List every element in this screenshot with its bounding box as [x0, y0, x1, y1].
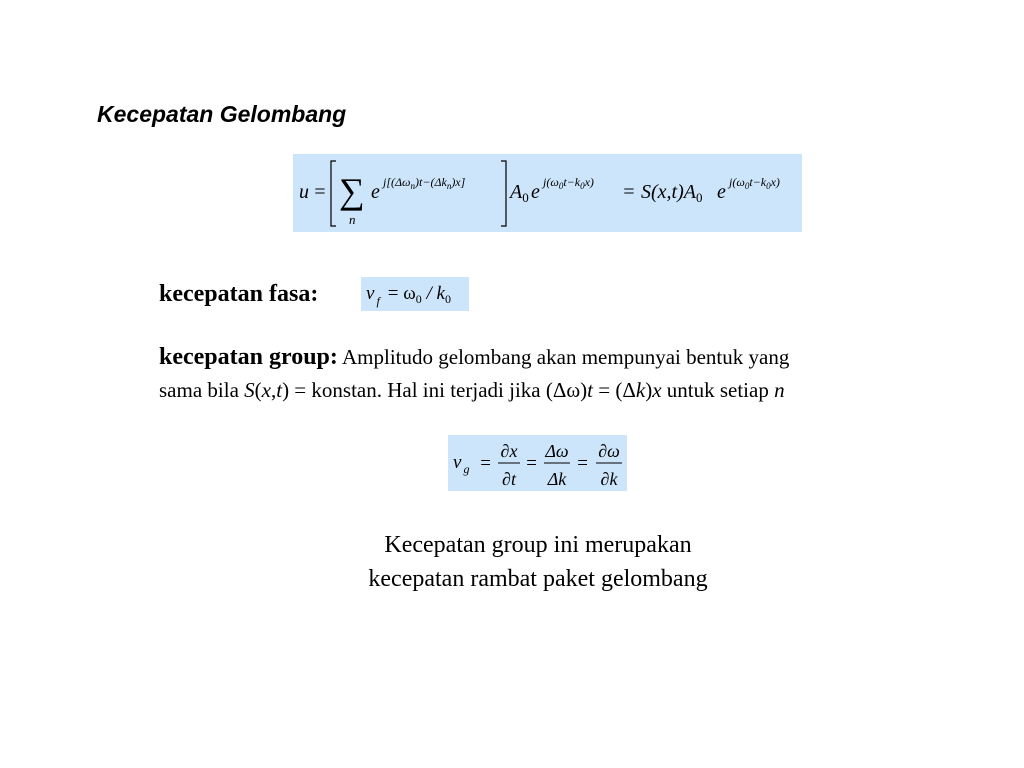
svg-text:S(x,t)A0	[641, 181, 702, 205]
group-velocity-label: kecepatan group:	[159, 344, 338, 370]
amp-A: A	[510, 181, 523, 203]
exp1-part-b: )t−(Δk	[415, 175, 447, 189]
svg-text:A0	[508, 181, 529, 205]
frac3-num: ∂ω	[598, 441, 620, 461]
phase-rhs-a: = ω	[387, 283, 416, 304]
group-eq-3: =	[576, 453, 589, 474]
svg-text:vf= ω0 / k0: v $_f = \omega_0 / k_0$	[366, 283, 451, 308]
svg-text:j(ω0t−k0x): $j(\omega_0t-k_0x)$	[543, 175, 594, 191]
phase-v: v	[366, 283, 375, 304]
group-velocity-paragraph: kecepatan group: Amplitudo gelombang akan mempunyai bentuk yang sama bila S(x,t) = konstan. Hal ini terjadi jika (Δω)t = (Δk)x untuk setiap n	[159, 344, 790, 402]
frac1-num: ∂x	[500, 441, 518, 461]
frac1-den: ∂t	[502, 469, 516, 489]
exp1-part-c: )x]	[451, 175, 466, 189]
left-bracket	[331, 161, 336, 226]
sum-index: n	[349, 212, 356, 227]
phase-v-sub: f	[376, 294, 380, 308]
right-bracket	[501, 161, 506, 226]
amp-A-sub: 0	[522, 190, 529, 205]
phase-velocity-equation	[361, 277, 469, 311]
eq-equals-2: =	[622, 181, 636, 203]
exp1-sub-n2: n	[446, 181, 452, 191]
envelope-S: S(x,t)A	[641, 181, 696, 203]
group-v: v	[453, 452, 462, 473]
frac3-den: ∂k	[600, 469, 618, 489]
exp-base-2: e	[531, 181, 540, 203]
group-velocity-box	[448, 435, 627, 491]
svg-text:j(ω0t−k0x): $j(\omega_0t-k_0x)$	[729, 175, 780, 191]
sum-sign: ∑	[339, 171, 365, 211]
exp1-sub-n1: n	[410, 181, 416, 191]
wave-equation	[293, 154, 802, 232]
phase-velocity-label: kecepatan fasa:	[159, 281, 319, 307]
frac2-num: Δω	[545, 441, 569, 461]
phase-velocity-box	[361, 277, 469, 311]
frac2-den: Δk	[547, 469, 567, 489]
svg-text:j[(Δωn)t−(Δkn)x]	[381, 175, 466, 191]
slide-title: Kecepatan Gelombang	[97, 101, 347, 127]
exp-base-1: e	[371, 181, 380, 203]
exp1-part-a: j[(Δω	[383, 175, 411, 189]
svg-text:vg	[453, 452, 469, 476]
group-eq-1: =	[479, 453, 492, 474]
group-eq-2: =	[525, 453, 538, 474]
exp-base-3: e	[717, 181, 726, 203]
exp3-part-a: j(ω	[729, 175, 745, 189]
eq-u: u	[299, 181, 309, 203]
eq-equals-1: =	[313, 181, 327, 203]
exp2-part-a: j(ω	[543, 175, 559, 189]
group-v-sub: g	[463, 462, 470, 476]
group-velocity-equation	[448, 435, 627, 491]
envelope-A-sub: 0	[695, 190, 703, 205]
conclusion-text	[300, 528, 776, 596]
conclusion-line-2: kecepatan rambat paket gelombang	[368, 566, 708, 592]
phase-rhs-b: / k	[421, 283, 445, 304]
wave-equation-box	[293, 154, 802, 232]
conclusion-line-1: Kecepatan group ini merupakan	[384, 532, 692, 558]
